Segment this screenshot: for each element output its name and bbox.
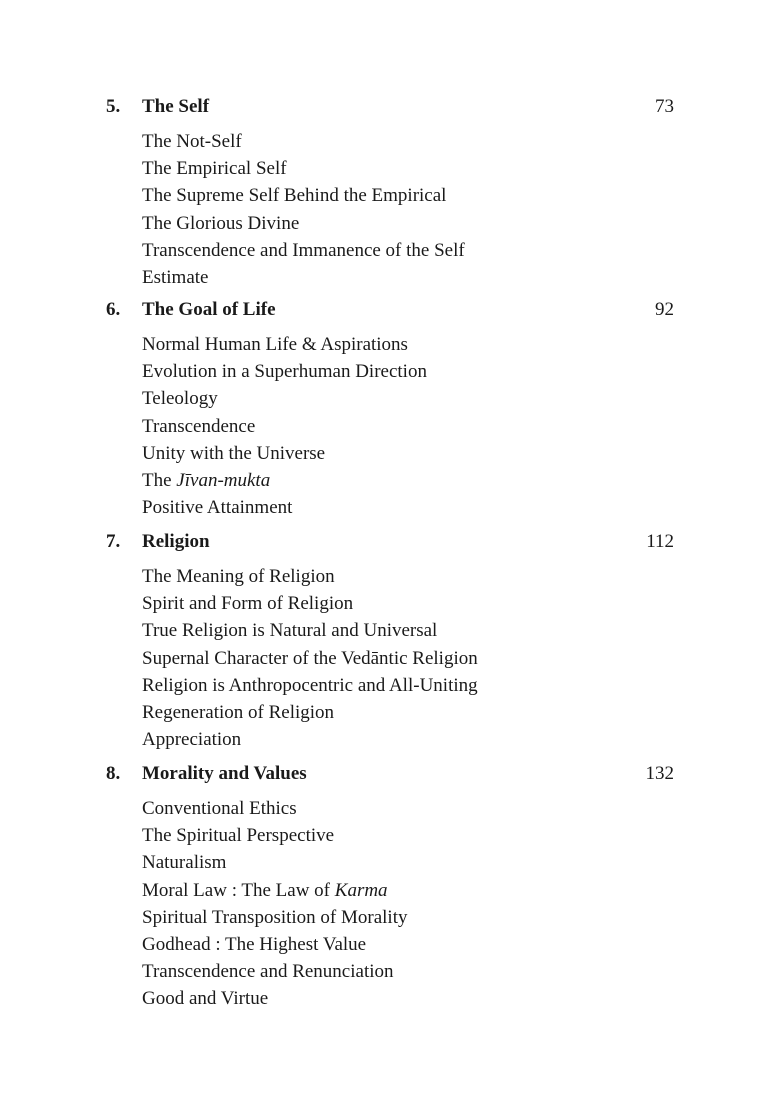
section-entry: Normal Human Life & Aspirations — [142, 334, 408, 355]
section-entry: Appreciation — [142, 729, 242, 751]
chapter-heading — [0, 529, 780, 559]
section-entry: Spiritual Transposition of Morality — [142, 906, 408, 928]
chapter-page-number: 112 — [646, 531, 674, 552]
section-list — [142, 331, 427, 521]
section-entry: Transcendence — [142, 415, 256, 437]
section-entry: Teleology — [142, 388, 218, 410]
chapter-page-number: 73 — [655, 96, 674, 117]
section-entry: The Not-Self — [142, 131, 242, 152]
chapter-5 — [0, 94, 780, 289]
section-entry: The Supreme Self Behind the Empirical — [142, 185, 447, 207]
chapter-number: 7. — [106, 531, 121, 552]
section-entry: Transcendence and Renunciation — [142, 961, 394, 983]
section-list — [142, 795, 408, 1013]
section-entry: Transcendence and Immanence of the Self — [142, 239, 465, 261]
chapter-heading — [0, 297, 780, 327]
section-entry: Good and Virtue — [142, 988, 269, 1010]
chapter-page-number: 132 — [645, 763, 674, 784]
section-entry: The Meaning of Religion — [142, 566, 335, 587]
section-entry: Moral Law : The Law of Karma — [142, 879, 388, 901]
section-entry: Spirit and Form of Religion — [142, 593, 354, 615]
chapter-number: 5. — [106, 96, 121, 117]
chapter-number: 6. — [106, 299, 121, 320]
section-entry: Unity with the Universe — [142, 442, 326, 464]
chapter-title: Morality and Values — [142, 763, 307, 784]
chapter-7 — [0, 529, 780, 751]
section-entry: Supernal Character of the Vedāntic Religion — [142, 647, 478, 669]
section-list — [142, 128, 465, 291]
section-entry: Estimate — [142, 267, 209, 289]
chapter-title: The Goal of Life — [142, 299, 276, 320]
section-entry: Positive Attainment — [142, 497, 293, 519]
section-entry: Evolution in a Superhuman Direction — [142, 361, 427, 383]
section-entry: The Empirical Self — [142, 158, 287, 180]
chapter-title: The Self — [142, 96, 210, 117]
chapter-heading — [0, 94, 780, 124]
section-entry: Regeneration of Religion — [142, 702, 335, 724]
italic-term: Karma — [334, 879, 388, 901]
section-entry: Religion is Anthropocentric and All-Uniting — [142, 674, 478, 696]
chapter-title: Religion — [142, 531, 210, 552]
section-entry: Godhead : The Highest Value — [142, 934, 367, 956]
section-entry: The Spiritual Perspective — [142, 825, 335, 847]
section-list — [142, 563, 478, 753]
section-entry: True Religion is Natural and Universal — [142, 620, 438, 642]
italic-term: Jīvan-mukta — [176, 470, 271, 492]
chapter-8 — [0, 761, 780, 1010]
chapter-heading — [0, 761, 780, 791]
section-entry: The Glorious Divine — [142, 212, 300, 234]
section-entry: The Jīvan-mukta — [142, 470, 271, 492]
chapter-page-number: 92 — [655, 299, 674, 320]
section-entry: Conventional Ethics — [142, 798, 297, 819]
chapter-6 — [0, 297, 780, 519]
chapter-number: 8. — [106, 763, 121, 784]
section-entry: Naturalism — [142, 852, 227, 874]
